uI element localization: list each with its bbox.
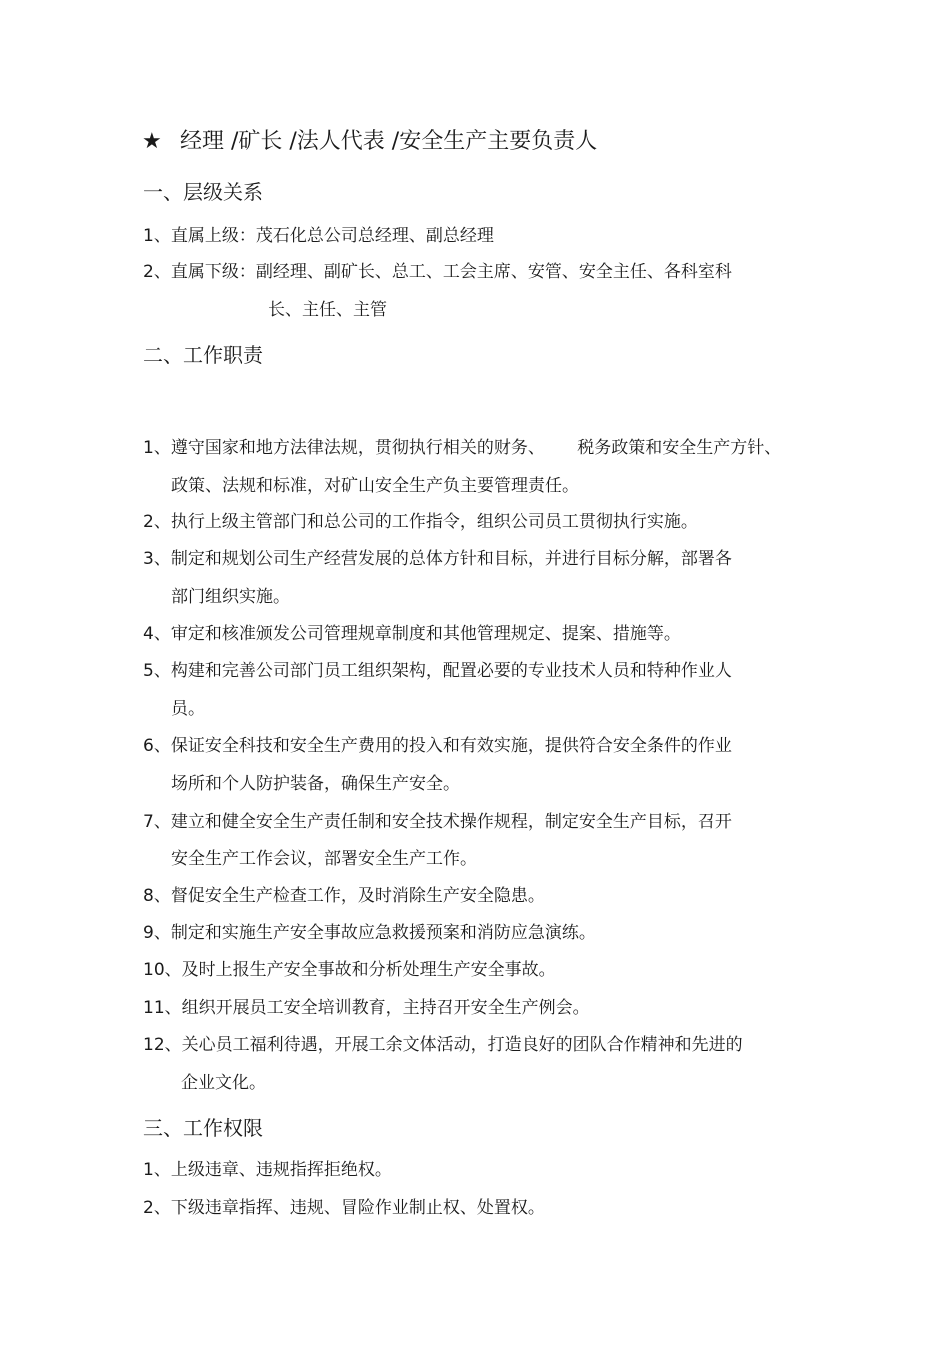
section-heading-authority: 三、工作权限 <box>143 1116 263 1140</box>
item-text: 制定和实施生产安全事故应急救援预案和消防应急演练。 <box>170 923 596 943</box>
item-text: 执行上级主管部门和总公司的工作指令，组织公司员工贯彻执行实施。 <box>170 512 698 532</box>
list-item <box>143 810 732 834</box>
list-item <box>143 996 590 1020</box>
item-number: 2、 <box>143 262 171 282</box>
item-number: 2、 <box>143 512 171 532</box>
item-text: 关心员工福利待遇，开展工余文体活动，打造良好的团队合作精神和先进的 <box>181 1035 743 1055</box>
title-text: 经理 /矿长 /法人代表 /安全生产主要负责人 <box>180 129 598 154</box>
item-number: 7、 <box>143 812 171 832</box>
document-title <box>142 126 597 158</box>
item-text: 组织开展员工安全培训教育，主持召开安全生产例会。 <box>181 998 590 1018</box>
item-number: 1、 <box>143 226 171 246</box>
list-item <box>143 547 732 571</box>
item-number: 4、 <box>143 624 171 644</box>
list-item <box>143 659 732 683</box>
item-number: 2、 <box>143 1198 171 1218</box>
item-text: 督促安全生产检查工作，及时消除生产安全隐患。 <box>170 886 545 906</box>
item-text: 遵守国家和地方法律法规，贯彻执行相关的财务、 税务政策和安全生产方针、 <box>170 438 782 458</box>
item-text: 直属下级：副经理、副矿长、总工、工会主席、安管、安全主任、各科室科 <box>170 262 732 282</box>
item-number: 5、 <box>143 661 171 681</box>
item-continuation: 企业文化。 <box>181 1073 266 1093</box>
section-heading-hierarchy: 一、层级关系 <box>143 180 263 204</box>
list-item <box>143 734 732 758</box>
list-item <box>143 622 681 646</box>
list-item <box>143 510 698 534</box>
star-icon: ★ <box>142 129 162 154</box>
list-item <box>143 958 556 982</box>
list-item <box>143 1196 545 1220</box>
item-number: 3、 <box>143 549 171 569</box>
item-number: 10、 <box>143 960 182 980</box>
item-text: 审定和核准颁发公司管理规章制度和其他管理规定、提案、措施等。 <box>170 624 681 644</box>
item-number: 6、 <box>143 736 171 756</box>
item-text: 上级违章、违规指挥拒绝权。 <box>170 1160 392 1180</box>
item-number: 8、 <box>143 886 171 906</box>
list-item <box>143 436 781 460</box>
section-heading-duties: 二、工作职责 <box>143 343 263 367</box>
item-text: 下级违章指挥、违规、冒险作业制止权、处置权。 <box>170 1198 545 1218</box>
item-number: 12、 <box>143 1035 182 1055</box>
item-continuation: 部门组织实施。 <box>171 587 290 607</box>
item-continuation: 员。 <box>171 699 205 719</box>
list-item <box>143 1158 392 1182</box>
list-item <box>143 260 732 284</box>
item-continuation: 政策、法规和标准，对矿山安全生产负主要管理责任。 <box>171 476 579 496</box>
list-item <box>143 884 545 908</box>
item-continuation: 长、主任、主管 <box>268 300 387 320</box>
item-text: 及时上报生产安全事故和分析处理生产安全事故。 <box>181 960 556 980</box>
item-number: 11、 <box>143 998 182 1018</box>
item-number: 1、 <box>143 438 171 458</box>
list-item <box>143 224 494 248</box>
item-text: 直属上级：茂石化总公司总经理、副总经理 <box>170 226 494 246</box>
list-item <box>143 1033 743 1057</box>
list-item <box>143 921 596 945</box>
item-text: 制定和规划公司生产经营发展的总体方针和目标，并进行目标分解，部署各 <box>170 549 732 569</box>
item-continuation: 场所和个人防护装备，确保生产安全。 <box>171 774 460 794</box>
item-text: 保证安全科技和安全生产费用的投入和有效实施，提供符合安全条件的作业 <box>170 736 732 756</box>
item-text: 建立和健全安全生产责任制和安全技术操作规程，制定安全生产目标，召开 <box>170 812 732 832</box>
item-number: 9、 <box>143 923 171 943</box>
item-text: 构建和完善公司部门员工组织架构，配置必要的专业技术人员和特种作业人 <box>170 661 732 681</box>
item-number: 1、 <box>143 1160 171 1180</box>
item-continuation: 安全生产工作会议，部署安全生产工作。 <box>171 849 477 869</box>
